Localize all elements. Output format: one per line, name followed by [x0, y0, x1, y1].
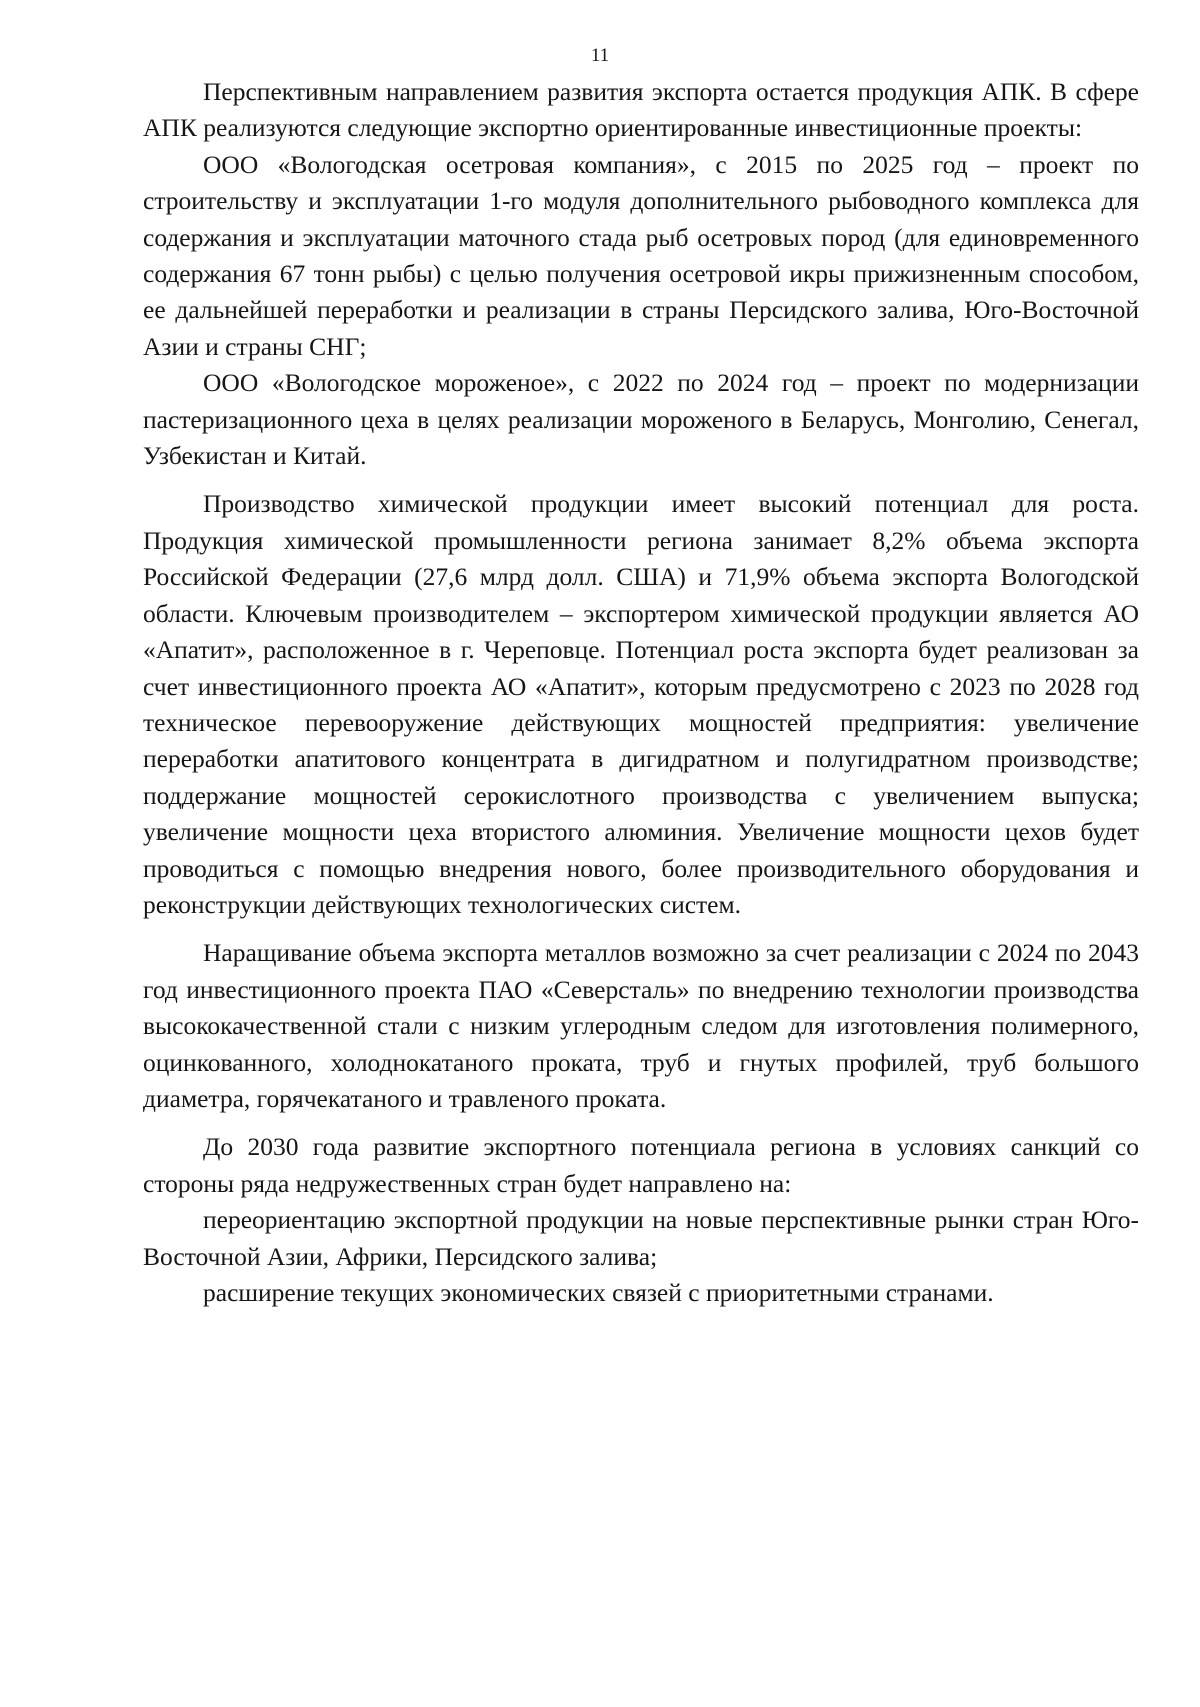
- document-body: [143, 74, 1139, 1311]
- list-item-reorientation: переориентацию экспортной продукции на новые перспективные рынки стран Юго-Восточной Азии, Африки, Персидского залива;: [143, 1205, 1139, 1271]
- list-item-expansion: расширение текущих экономических связей с приоритетными странами.: [203, 1278, 994, 1307]
- paragraph-agro-export-intro: Перспективным направлением развития экспорта остается продукция АПК. В сфере АПК реализуются следующие экспортно ориентированные инвестиционные проекты:: [143, 77, 1139, 143]
- page-number: 11: [590, 45, 610, 66]
- paragraph-sturgeon-project: ООО «Вологодская осетровая компания», с 2015 по 2025 год – проект по строительству и эксплуатации 1-го модуля дополнительного рыбоводного комплекса для содержания и эксплуатации маточного стада рыб осетровых пород (для единовременного содержания 67 тонн рыбы) с целью получения осетровой икры прижизненным способом, ее дальнейшей переработки и реализации в страны Персидского залива, Юго-Восточной Азии и страны СНГ;: [143, 149, 1139, 361]
- paragraph-ice-cream-project: ООО «Вологодское мороженое», с 2022 по 2024 год – проект по модернизации пастеризационного цеха в целях реализации мороженого в Беларусь, Монголию, Сенегал, Узбекистан и Китай.: [143, 368, 1139, 471]
- paragraph-2030-directions: До 2030 года развитие экспортного потенциала региона в условиях санкций со стороны ряда недружественных стран будет направлено на:: [143, 1132, 1139, 1198]
- paragraph-chemical-production: Производство химической продукции имеет высокий потенциал для роста. Продукция химической промышленности региона занимает 8,2% объема экспорта Российской Федерации (27,6 млрд долл. США) и 71,9% объема экспорта Вологодской области. Ключевым производителем – экспортером химической продукции является АО «Апатит», расположенное в г. Череповце. Потенциал роста экспорта будет реализован за счет инвестиционного проекта АО «Апатит», которым предусмотрено с 2023 по 2028 год техническое перевооружение действующих мощностей предприятия: увеличение переработки апатитового концентрата в дигидратном и полугидратном производстве; поддержание мощностей серокислотного производства с увеличением выпуска; увеличение мощности цеха втористого алюминия. Увеличение мощности цехов будет проводиться с помощью внедрения нового, более производительного оборудования и реконструкции действующих технологических систем.: [143, 489, 1139, 919]
- paragraph-metals-export: Наращивание объема экспорта металлов возможно за счет реализации с 2024 по 2043 год инвестиционного проекта ПАО «Северсталь» по внедрению технологии производства высококачественной стали с низким углеродным следом для изготовления полимерного, оцинкованного, холоднокатаного проката, труб и гнутых профилей, труб большого диаметра, горячекатаного и травленого проката.: [143, 938, 1139, 1113]
